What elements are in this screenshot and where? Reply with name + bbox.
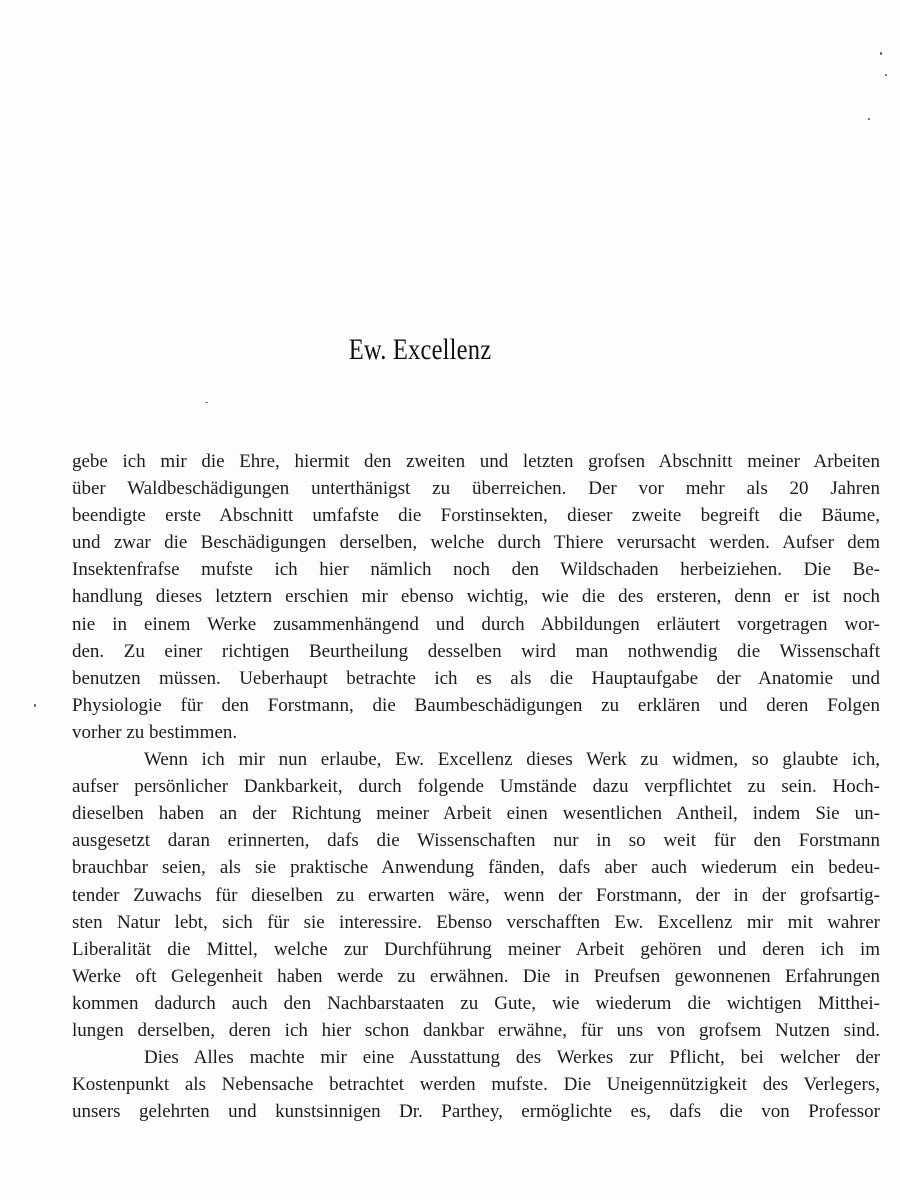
- text-line: sten Natur lebt, sich für sie interessire. Ebenso verschafften Ew. Excellenz mir mit wahrer: [72, 911, 880, 933]
- text-line: nie in einem Werke zusammenhängend und durch Abbildungen erläutert vorgetragen wor-: [72, 613, 880, 635]
- text-line: tender Zuwachs für dieselben zu erwarten wäre, wenn der Forstmann, der in der grofsartig-: [72, 884, 880, 906]
- text-line: gebe ich mir die Ehre, hiermit den zweiten und letzten grofsen Abschnitt meiner Arbeiten: [72, 451, 880, 472]
- text-line: kommen dadurch auch den Nachbarstaaten zu Gute, wie wiederum die wichtigen Mitthei-: [72, 992, 880, 1014]
- text-line: dieselben haben an der Richtung meiner Arbeit einen wesentlichen Antheil, indem Sie un-: [72, 803, 880, 825]
- text-line: Liberalität die Mittel, welche zur Durchführung meiner Arbeit gehören und deren ich im: [72, 938, 880, 960]
- text-line: Insektenfrafse mufste ich hier nämlich noch den Wildschaden herbeiziehen. Die Be-: [72, 559, 880, 581]
- text-line: lungen derselben, deren ich hier schon dankbar erwähne, für uns von grofsem Nutzen sind.: [72, 1019, 880, 1041]
- paper-speck: [885, 74, 887, 76]
- text-line: aufser persönlicher Dankbarkeit, durch folgende Umstände dazu verpflichtet zu sein. Hoch-: [72, 776, 880, 798]
- text-line: ausgesetzt daran erinnerten, dafs die Wissenschaften nur in so weit für den Forstmann: [72, 830, 880, 852]
- text-line: benutzen müssen. Ueberhaupt betrachte ich es als die Hauptaufgabe der Anatomie und: [72, 667, 880, 689]
- text-line: vorher zu bestimmen.: [72, 721, 238, 743]
- body-text: [72, 448, 880, 1125]
- text-line: Physiologie für den Forstmann, die Baumbeschädigungen zu erklären und deren Folgen: [72, 694, 880, 716]
- paper-speck: [34, 704, 36, 707]
- text-line: Wenn ich mir nun erlaube, Ew. Excellenz dieses Werk zu widmen, so glaubte ich,: [144, 749, 880, 771]
- text-line: Kostenpunkt als Nebensache betrachtet werden mufste. Die Uneigennützigkeit des Verlegers,: [72, 1074, 880, 1096]
- paper-speck: [205, 402, 208, 403]
- text-line: Werke oft Gelegenheit haben werde zu erwähnen. Die in Preufsen gewonnenen Erfahrungen: [72, 965, 880, 987]
- text-line: unsers gelehrten und kunstsinnigen Dr. Parthey, ermöglichte es, dafs die von Professor: [72, 1101, 880, 1123]
- page-heading: Ew. Excellenz: [348, 333, 492, 366]
- text-line: Dies Alles machte mir eine Ausstattung des Werkes zur Pflicht, bei welcher der: [144, 1047, 880, 1069]
- text-line: und zwar die Beschädigungen derselben, welche durch Thiere verursacht werden. Aufser dem: [72, 532, 880, 554]
- paper-speck: [880, 52, 882, 55]
- text-line: den. Zu einer richtigen Beurtheilung desselben wird man nothwendig die Wissenschaft: [72, 640, 880, 662]
- text-line: über Waldbeschädigungen unterthänigst zu überreichen. Der vor mehr als 20 Jahren: [72, 478, 880, 500]
- text-line: beendigte erste Abschnitt umfafste die Forstinsekten, dieser zweite begreift die Bäume,: [72, 505, 880, 527]
- text-line: handlung dieses letztern erschien mir ebenso wichtig, wie die des ersteren, denn er ist noch: [72, 586, 880, 608]
- text-line: brauchbar seien, als sie praktische Anwendung fänden, dafs aber auch wiederum ein bedeu-: [72, 857, 880, 879]
- paper-speck: [868, 118, 870, 120]
